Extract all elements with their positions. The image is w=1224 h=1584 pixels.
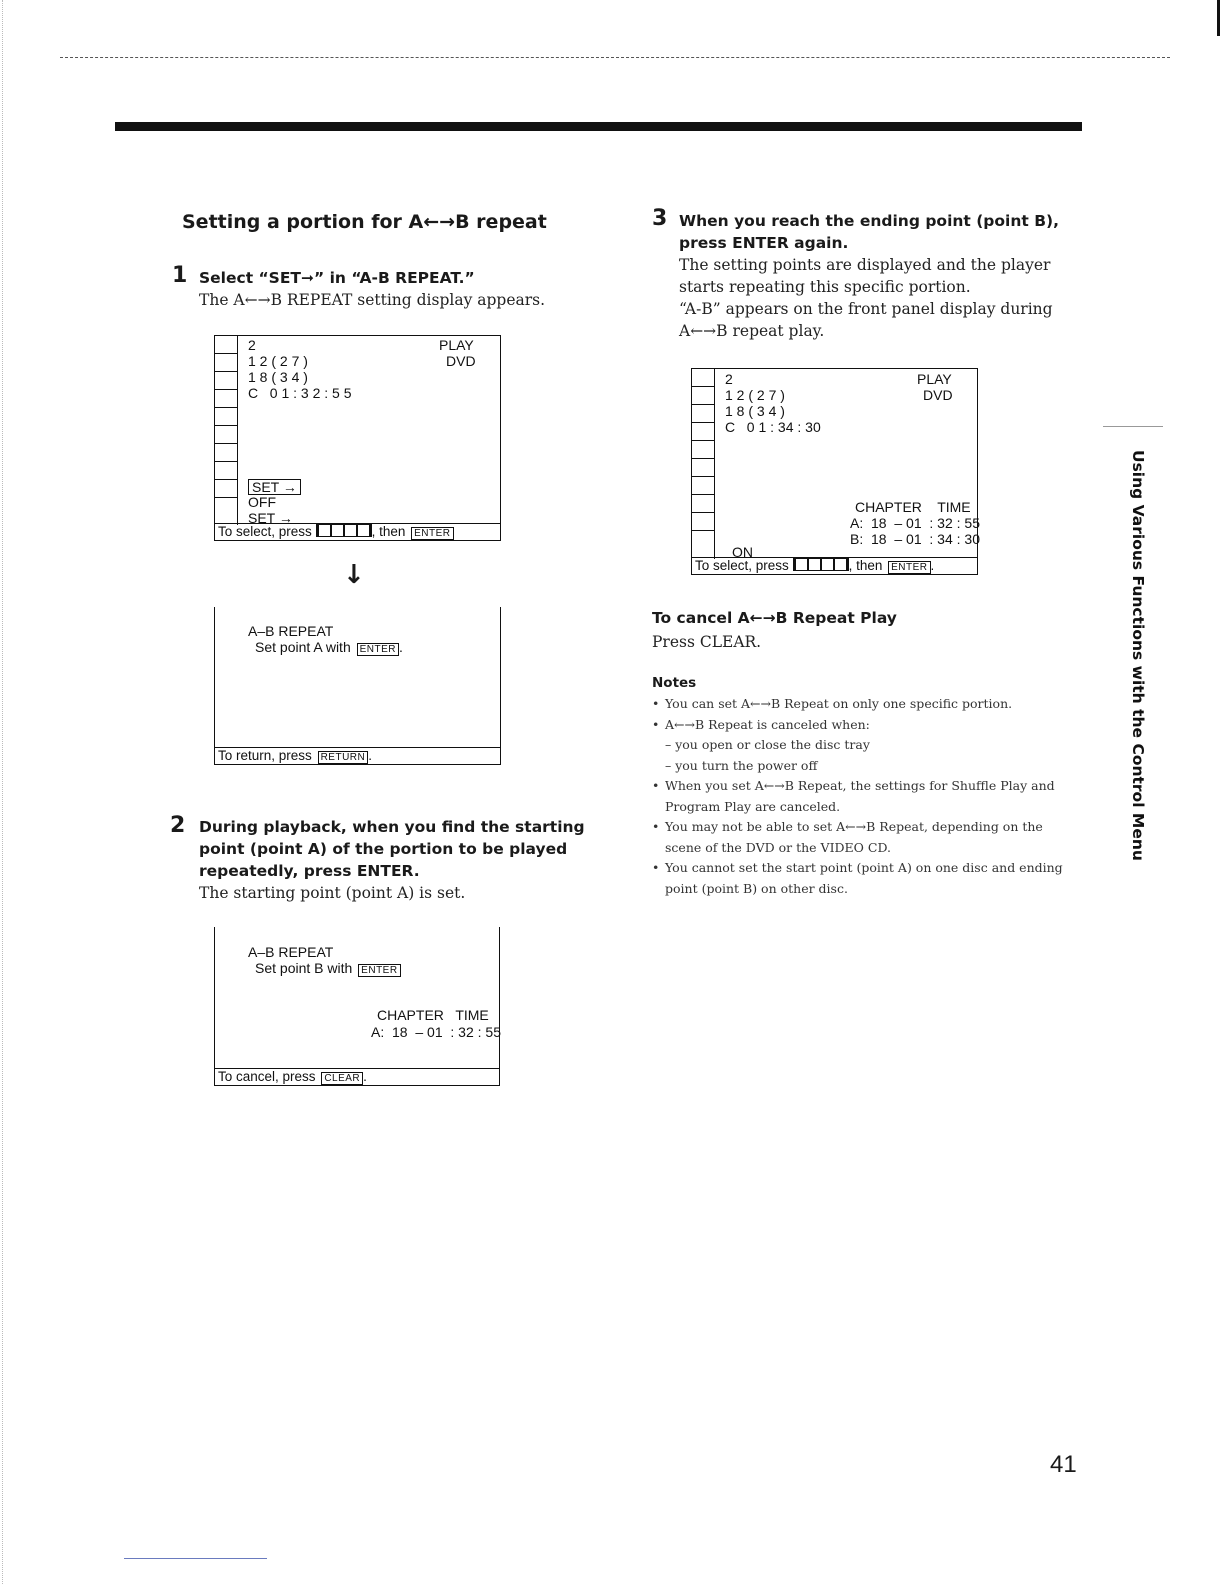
step-1-body: The A←→B REPEAT setting display appears.	[199, 291, 546, 309]
osd-screen-set-point-a	[214, 607, 501, 765]
osd-disc-type: DVD	[446, 353, 476, 369]
step-2-number: 2	[170, 813, 186, 838]
step-3-body-2: “A-B” appears on the front panel display during A←→B repeat play.	[679, 300, 1053, 340]
cancel-body: Press CLEAR.	[652, 633, 762, 651]
enter-key-icon: ENTER	[357, 643, 399, 656]
osd-chapter: 1 2 ( 2 7 )	[248, 353, 308, 369]
osd-title-number: 2	[725, 371, 733, 387]
osd-ab-title: A–B REPEAT	[248, 944, 334, 960]
osd-chapter: 1 2 ( 2 7 )	[725, 387, 785, 403]
osd-option-on[interactable]: ON	[732, 544, 753, 560]
step-1-heading: Select “SET➞” in “A-B REPEAT.”	[199, 269, 475, 287]
notes-heading: Notes	[652, 675, 697, 691]
osd-time: C 0 1 : 34 : 30	[725, 419, 821, 435]
osd-chapter-time-header: CHAPTER TIME	[377, 1007, 489, 1023]
osd-footer: To select, press , then ENTER	[215, 523, 500, 540]
corner-mark	[1217, 0, 1220, 36]
osd-option-set[interactable]: SET →	[248, 510, 293, 526]
osd-instruction: Set point A with ENTER .	[255, 639, 403, 655]
osd-track: 1 8 ( 3 4 )	[248, 369, 308, 385]
osd-disc-type: DVD	[923, 387, 953, 403]
menu-icon-column	[692, 369, 715, 559]
note-subitem: – you turn the power off	[665, 757, 818, 773]
arrow-keys-icon	[316, 524, 372, 537]
step-2-heading: During playback, when you find the starting point (point A) of the portion to be played repeatedly, press ENTER.	[199, 818, 585, 880]
note-item: • A←→B Repeat is canceled when:	[652, 715, 1072, 736]
note-subitem: – you open or close the disc tray	[665, 737, 870, 752]
arrow-keys-icon	[793, 558, 849, 571]
header-rule	[115, 122, 1082, 131]
note-item: • When you set A←→B Repeat, the settings for Shuffle Play and Program Play are canceled.	[652, 776, 1072, 817]
return-key-icon: RETURN	[318, 751, 369, 764]
osd-option-off[interactable]: OFF	[248, 494, 276, 510]
enter-key-icon: ENTER	[888, 561, 930, 574]
clear-key-icon: CLEAR	[321, 1072, 363, 1085]
osd-ab-title: A–B REPEAT	[248, 623, 334, 639]
osd-point-a: A: 18 – 01 : 32 : 55	[371, 1024, 501, 1040]
step-3-body-1: The setting points are displayed and the player starts repeating this specific portion.	[679, 256, 1051, 296]
osd-instruction: Set point B with ENTER	[255, 960, 401, 977]
osd-play-status: PLAY	[917, 371, 952, 387]
side-tab	[1127, 450, 1147, 870]
osd-footer: To select, press , then ENTER .	[692, 557, 977, 574]
enter-key-icon: ENTER	[411, 527, 453, 540]
osd-play-status: PLAY	[439, 337, 474, 353]
step-3-number: 3	[652, 206, 668, 231]
osd-point-a: A: 18 – 01 : 32 : 55	[850, 515, 980, 531]
osd-chapter-time-header: CHAPTER TIME	[855, 499, 971, 515]
cancel-heading: To cancel A←→B Repeat Play	[652, 609, 897, 627]
page-edge	[2, 0, 4, 1584]
enter-key-icon: ENTER	[358, 964, 400, 977]
osd-point-b: B: 18 – 01 : 34 : 30	[850, 531, 980, 547]
step-1-number: 1	[172, 263, 188, 288]
section-title: Setting a portion for A←→B repeat	[182, 211, 547, 233]
osd-time: C 0 1 : 3 2 : 5 5	[248, 385, 352, 401]
bottom-rule	[124, 1558, 267, 1559]
menu-icon-column	[215, 336, 238, 525]
notes-list	[652, 694, 1072, 899]
osd-footer: To cancel, press CLEAR .	[215, 1068, 499, 1085]
osd-screen-ab-repeat-on	[691, 368, 978, 575]
step-3-heading: When you reach the ending point (point B), press ENTER again.	[679, 212, 1059, 252]
osd-track: 1 8 ( 3 4 )	[725, 403, 785, 419]
osd-option-selected[interactable]: SET →	[248, 479, 301, 495]
down-arrow-icon: ↓	[343, 560, 365, 590]
step-2-body: The starting point (point A) is set.	[199, 884, 466, 902]
osd-footer: To return, press RETURN .	[215, 747, 500, 764]
note-item: • You cannot set the start point (point A) on one disc and ending point (point B) on other disc.	[652, 858, 1072, 899]
page-number: 41	[1050, 1451, 1077, 1478]
side-tab-rule	[1103, 426, 1163, 427]
side-tab-label: Using Various Functions with the Control Menu	[1129, 450, 1147, 861]
osd-title-number: 2	[248, 337, 256, 353]
osd-screen-set-point-b	[214, 927, 500, 1086]
osd-screen-ab-repeat-setting	[214, 335, 501, 541]
note-item: • You can set A←→B Repeat on only one specific portion.	[652, 694, 1072, 715]
scan-line	[60, 57, 1170, 59]
note-item: • You may not be able to set A←→B Repeat, depending on the scene of the DVD or the VIDEO CD.	[652, 817, 1072, 858]
